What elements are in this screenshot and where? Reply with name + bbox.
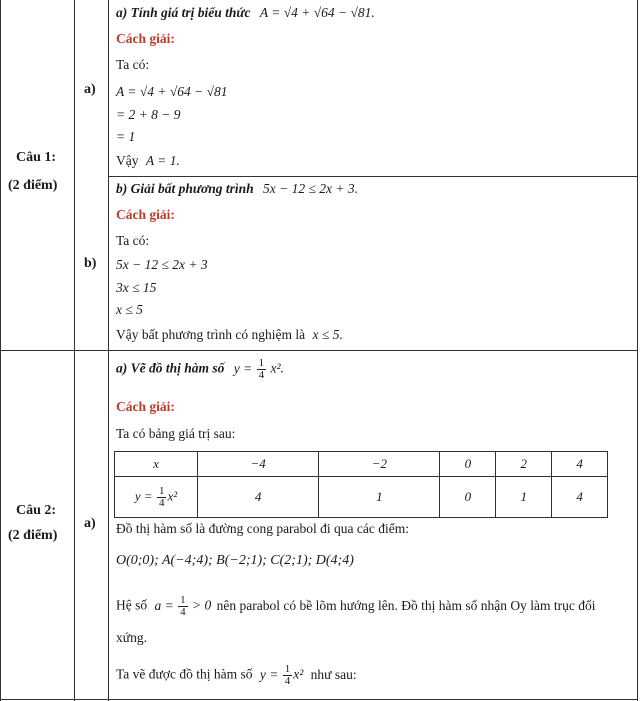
table-header-x: x [115,452,198,477]
cau1-b-intro: Ta có: [116,233,150,248]
cau1-a-step-2: = 2 + 8 − 9 [116,107,181,122]
table-cell-x: −4 [198,452,319,477]
table-cell-x: 4 [552,452,608,477]
table-cell-y: 4 [198,477,319,518]
cau1-a-conclusion: Vậy A = 1. [116,153,180,168]
cau1-a-step-3: = 1 [116,129,136,144]
table-row-x [115,452,608,477]
cau1-b-step-3: x ≤ 5 [116,302,143,317]
table-cell-y: 1 [496,477,552,518]
cau1-a-prompt: a) Tính giá trị biểu thức A = √4 + √64 − √81. [116,5,375,20]
cau2-a-draw-line: Ta vẽ được đồ thị hàm số y = $\frac{1}{4}$ x² như sau: [116,663,357,687]
cau2-a-method-label: Cách giải: [116,399,175,414]
table-cell-x: 2 [496,452,552,477]
cau1-b-step-2: 3x ≤ 15 [116,280,157,295]
cau1-b-step-1: 5x − 12 ≤ 2x + 3 [116,257,208,272]
cau1-a-intro: Ta có: [116,57,150,72]
cau1-a-method-label: Cách giải: [116,31,175,46]
cau2-points: (2 điểm) [8,528,58,543]
cau2-a-table-intro: Ta có bảng giá trị sau: [116,426,236,441]
table-row-y [115,477,608,518]
value-table [114,451,608,518]
table-header-y: y = $\frac{1}{4}$ x² [115,477,198,518]
row-divider-cau1-cau2 [0,350,638,351]
cau1-label: Câu 1: [16,150,57,165]
cau1-b-method-label: Cách giải: [116,207,175,222]
cau2-label: Câu 2: [16,503,57,518]
cau2-a-prompt: a) Vẽ đồ thị hàm số y = $\frac{1}{4}$ x². [116,357,284,381]
cau1-points: (2 điểm) [8,178,58,193]
cau2-a-points-list: O(0;0); A(−4;4); B(−2;1); C(2;1); D(4;4) [116,553,354,568]
table-cell-x: 0 [440,452,496,477]
bottom-border [0,699,638,700]
cau1-b-marker: b) [84,256,97,271]
table-cell-x: −2 [319,452,440,477]
table-cell-y: 4 [552,477,608,518]
cau2-a-marker: a) [84,516,96,531]
cau1-a-marker: a) [84,82,96,97]
cau1-b-prompt: b) Giải bất phương trình 5x − 12 ≤ 2x + 3. [116,181,358,196]
cau2-a-coef-line-2: xứng. [116,630,147,645]
row-divider-1a-1b [108,176,638,177]
cau2-a-graph-text: Đồ thị hàm số là đường cong parabol đi qua các điểm: [116,521,410,536]
table-cell-y: 1 [319,477,440,518]
cau1-b-conclusion: Vậy bất phương trình có nghiệm là x ≤ 5. [116,327,343,342]
table-cell-y: 0 [440,477,496,518]
cau1-a-step-1: A = √4 + √64 − √81 [116,84,228,99]
cau2-a-coef-line: Hệ số a = $\frac{1}{4}$ > 0 nên parabol có bề lõm hướng lên. Đồ thị hàm số nhận Oy làm trục đối [116,594,596,618]
frac-one-quarter: $\frac{1}{4}$ [258,357,265,381]
